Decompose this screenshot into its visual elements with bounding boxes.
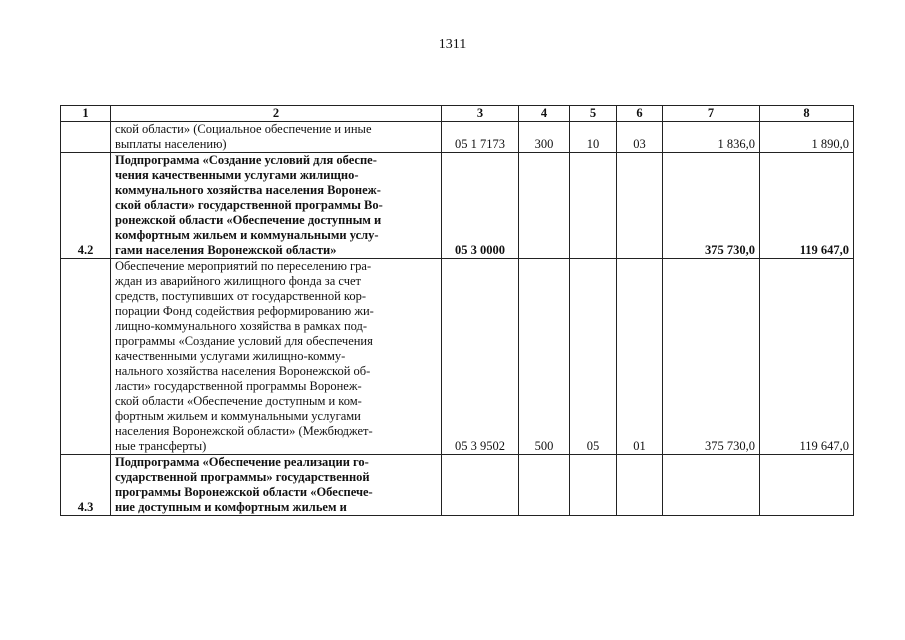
section-code: 05 bbox=[570, 259, 617, 455]
desc-line: сударственной программы» государственной bbox=[115, 470, 370, 484]
desc-line: ской области» государственной программы Во- bbox=[115, 198, 383, 212]
row-description bbox=[111, 122, 442, 153]
amount-col7: 1 836,0 bbox=[663, 122, 760, 153]
expense-type: 300 bbox=[519, 122, 570, 153]
page-number: 1311 bbox=[438, 37, 467, 52]
section-code bbox=[570, 455, 617, 516]
desc-line: лищно-коммунального хозяйства в рамках под- bbox=[115, 319, 368, 333]
header-cell: 3 bbox=[442, 106, 519, 122]
amount-col7: 375 730,0 bbox=[663, 153, 760, 259]
budget-table bbox=[60, 105, 854, 516]
expense-type bbox=[519, 153, 570, 259]
desc-line: гами населения Воронежской области» bbox=[115, 243, 337, 257]
desc-line: ние доступным и комфортным жильем и bbox=[115, 500, 347, 514]
expense-type bbox=[519, 455, 570, 516]
row-description bbox=[111, 455, 442, 516]
subsection-code: 03 bbox=[617, 122, 663, 153]
desc-line: нального хозяйства населения Воронежской об- bbox=[115, 364, 371, 378]
expense-type: 500 bbox=[519, 259, 570, 455]
subsection-code bbox=[617, 153, 663, 259]
desc-line: средств, поступивших от государственной кор- bbox=[115, 289, 367, 303]
row-description bbox=[111, 259, 442, 455]
table-row bbox=[61, 455, 854, 516]
desc-line: ронежской области «Обеспечение доступным и bbox=[115, 213, 382, 227]
desc-line: Обеспечение мероприятий по переселению гра- bbox=[115, 259, 372, 273]
desc-line: ные трансферты) bbox=[115, 439, 207, 453]
header-cell: 7 bbox=[663, 106, 760, 122]
desc-line: фортным жильем и коммунальными услугами bbox=[115, 409, 361, 423]
table-row bbox=[61, 122, 854, 153]
header-row bbox=[61, 106, 854, 122]
subsection-code bbox=[617, 455, 663, 516]
desc-line: ждан из аварийного жилищного фонда за счет bbox=[115, 274, 361, 288]
section-code bbox=[570, 153, 617, 259]
section-code: 10 bbox=[570, 122, 617, 153]
header-cell: 5 bbox=[570, 106, 617, 122]
target-code: 05 1 7173 bbox=[442, 122, 519, 153]
desc-line: ской области» (Социальное обеспечение и иные bbox=[115, 122, 372, 136]
desc-line: порации Фонд содействия реформированию жи- bbox=[115, 304, 374, 318]
target-code: 05 3 0000 bbox=[442, 153, 519, 259]
amount-col8 bbox=[760, 455, 854, 516]
row-number bbox=[61, 122, 111, 153]
table-row bbox=[61, 153, 854, 259]
target-code: 05 3 9502 bbox=[442, 259, 519, 455]
desc-line: программы «Создание условий для обеспечения bbox=[115, 334, 373, 348]
desc-line: ласти» государственной программы Воронеж- bbox=[115, 379, 362, 393]
amount-col7: 375 730,0 bbox=[663, 259, 760, 455]
header-cell: 8 bbox=[760, 106, 854, 122]
desc-line: коммунального хозяйства населения Воронеж- bbox=[115, 183, 381, 197]
row-description bbox=[111, 153, 442, 259]
row-number: 4.2 bbox=[61, 153, 111, 259]
row-number bbox=[61, 259, 111, 455]
desc-line: качественными услугами жилищно-комму- bbox=[115, 349, 346, 363]
desc-line: чения качественными услугами жилищно- bbox=[115, 168, 359, 182]
header-cell: 2 bbox=[111, 106, 442, 122]
desc-line: выплаты населению) bbox=[115, 137, 227, 151]
header-cell: 4 bbox=[519, 106, 570, 122]
desc-line: ской области «Обеспечение доступным и ком- bbox=[115, 394, 362, 408]
desc-line: населения Воронежской области» (Межбюджет- bbox=[115, 424, 373, 438]
desc-line: программы Воронежской области «Обеспече- bbox=[115, 485, 373, 499]
amount-col8: 119 647,0 bbox=[760, 153, 854, 259]
desc-line: комфортным жильем и коммунальными услу- bbox=[115, 228, 379, 242]
row-number: 4.3 bbox=[61, 455, 111, 516]
subsection-code: 01 bbox=[617, 259, 663, 455]
header-cell: 6 bbox=[617, 106, 663, 122]
desc-line: Подпрограмма «Создание условий для обеспе- bbox=[115, 153, 377, 167]
amount-col8: 119 647,0 bbox=[760, 259, 854, 455]
table-row bbox=[61, 259, 854, 455]
amount-col7 bbox=[663, 455, 760, 516]
amount-col8: 1 890,0 bbox=[760, 122, 854, 153]
target-code bbox=[442, 455, 519, 516]
desc-line: Подпрограмма «Обеспечение реализации го- bbox=[115, 455, 369, 469]
header-cell: 1 bbox=[61, 106, 111, 122]
